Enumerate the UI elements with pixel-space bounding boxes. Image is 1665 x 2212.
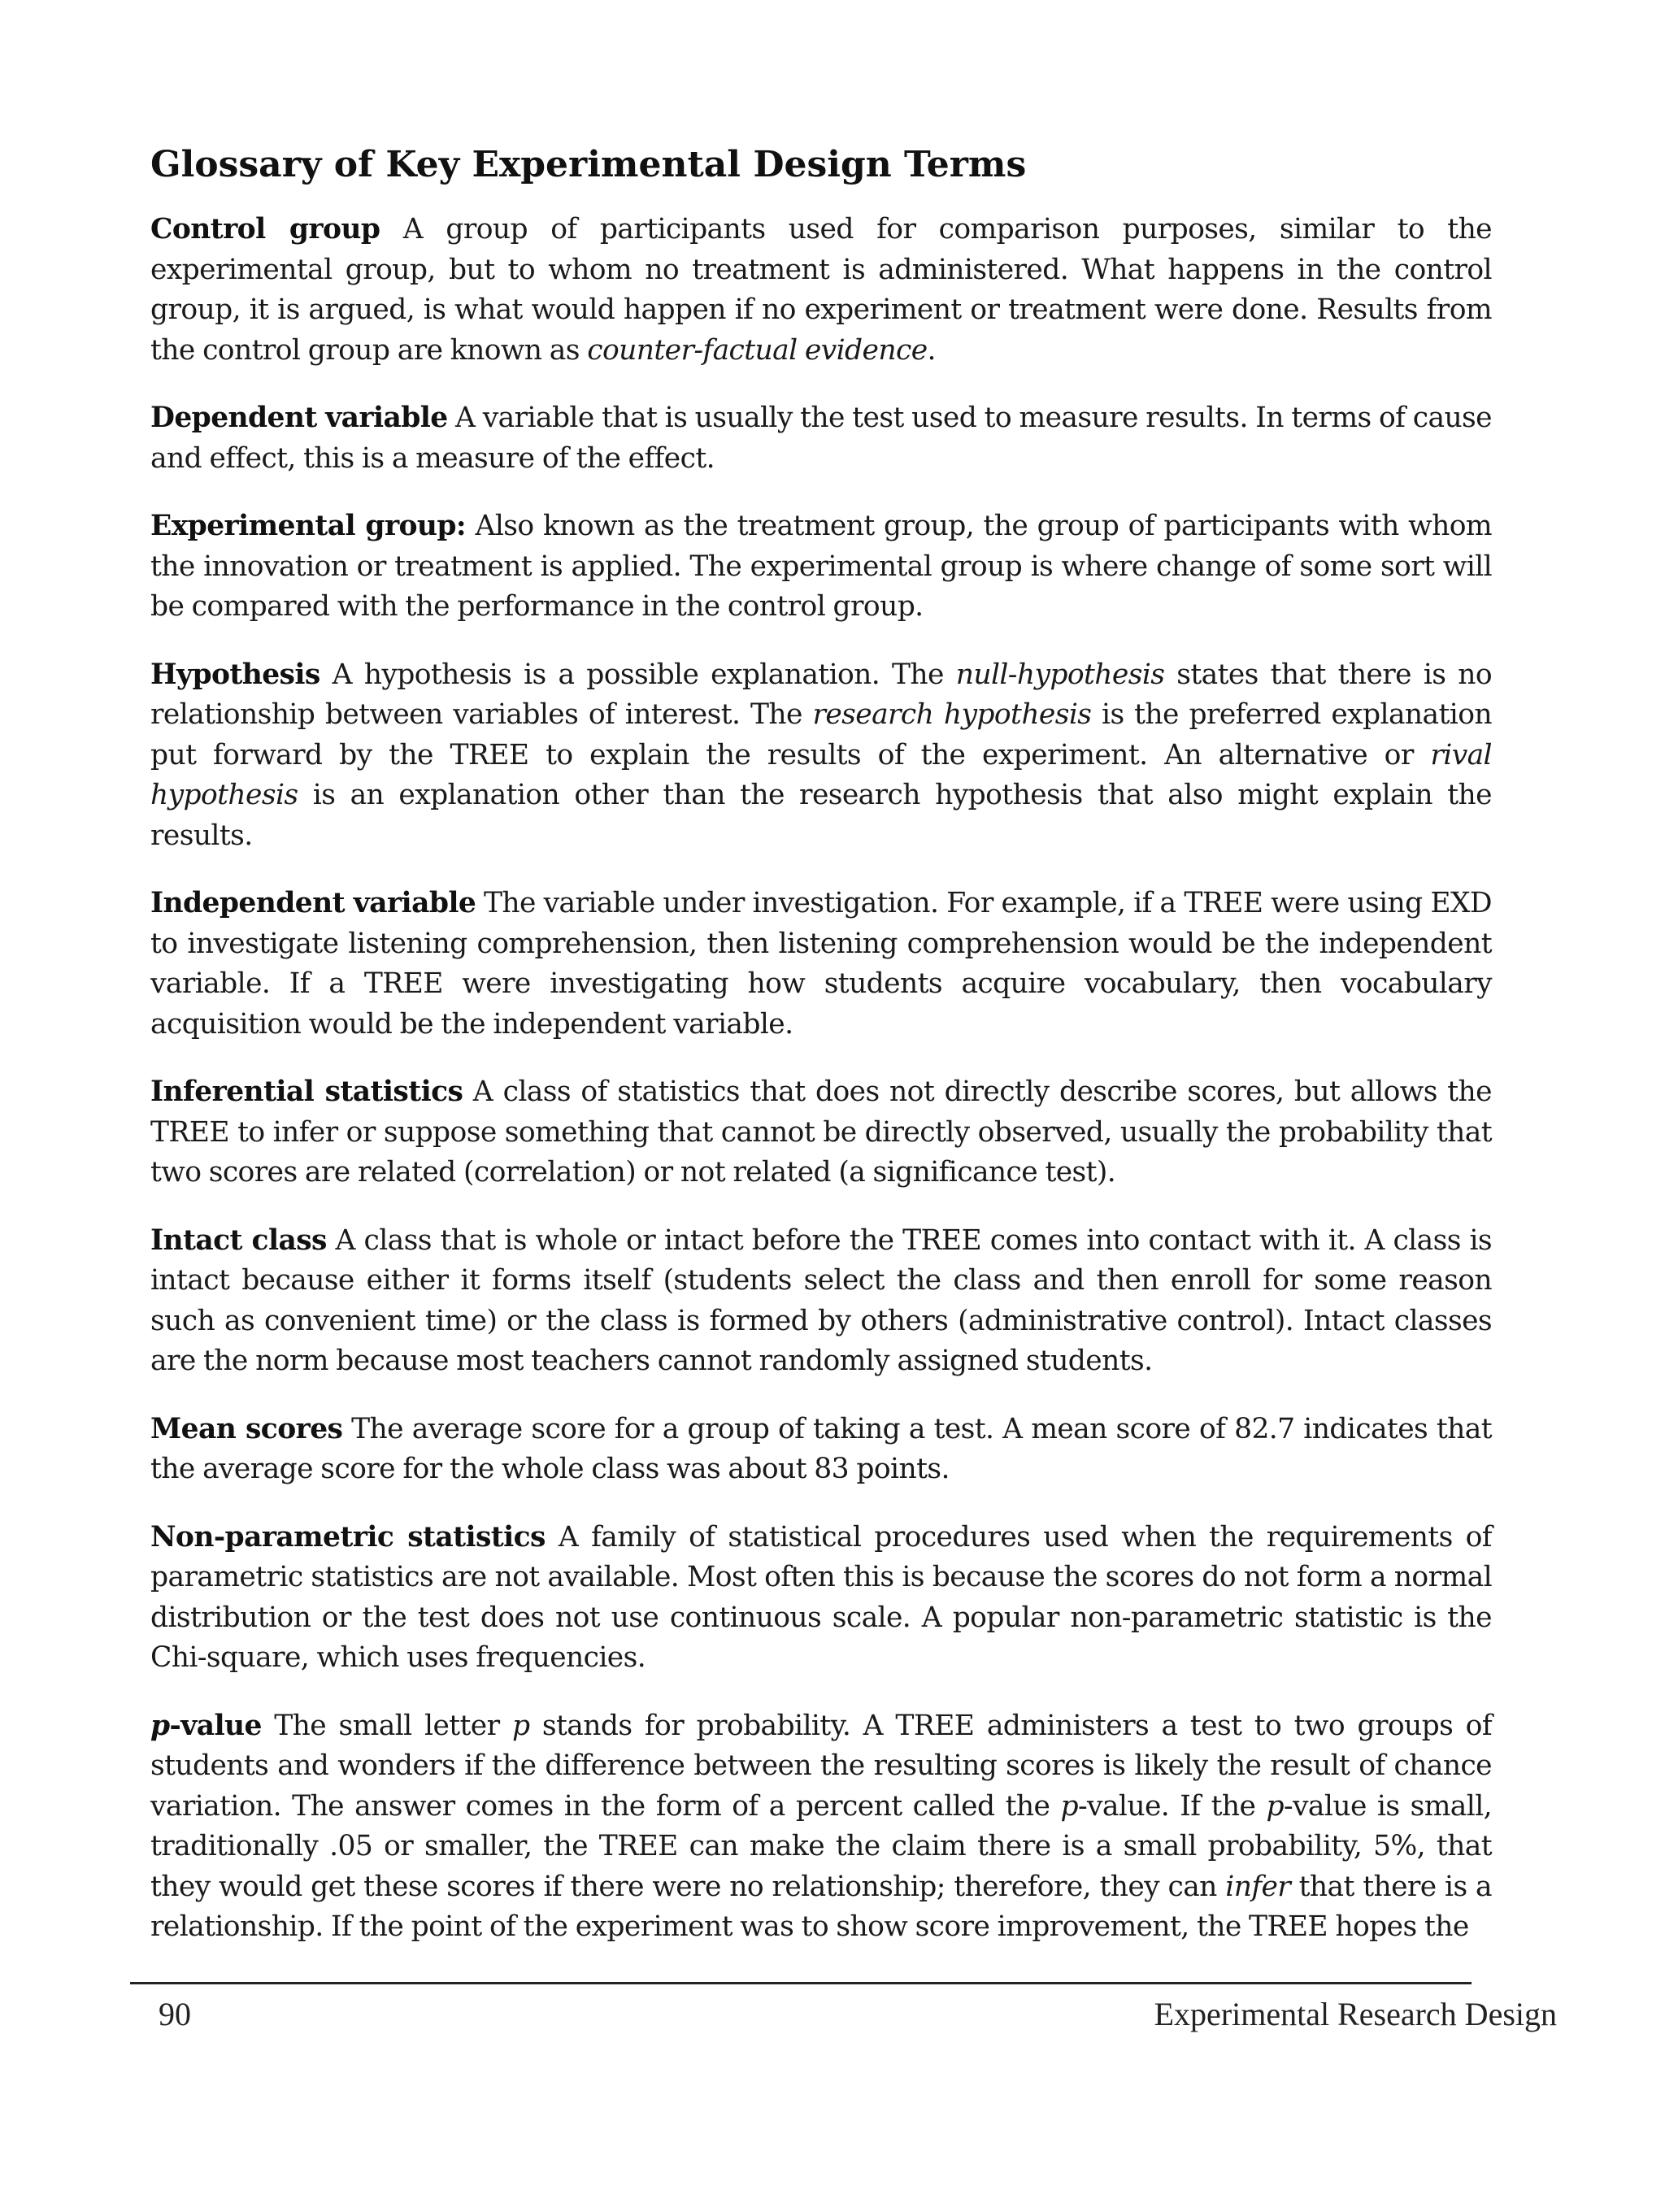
running-title: Experimental Research Design xyxy=(1154,1996,1557,2032)
definition-text: The average score for a group of taking a test. A mean score of 82.7 indicates that the average score for the whole class was about 83 points. xyxy=(150,1412,1492,1485)
glossary-term: Dependent variable xyxy=(150,402,448,434)
definition-text: The variable under investigation. For example, if a TREE were using EXD to investigate listening comprehension, then listening comprehension would be the independent variable. If a TREE were investigating how students acquire vocabulary, then vocabulary acquisition would be the independent variable. xyxy=(150,887,1492,1041)
page-content xyxy=(150,138,1492,1975)
glossary-entry xyxy=(150,884,1492,1045)
definition-text: The small letter xyxy=(274,1709,512,1742)
glossary-list xyxy=(150,210,1492,1948)
definition-text: null-hypothesis xyxy=(955,658,1165,691)
definition-text: that there is a relationship. If the point of the experiment was to show score improvement, the TREE hopes the xyxy=(150,1870,1493,1943)
definition-text: infer xyxy=(1225,1870,1291,1903)
definition-text: p xyxy=(1266,1789,1284,1823)
glossary-term: Mean scores xyxy=(150,1412,343,1445)
page-number: 90 xyxy=(159,1996,191,2032)
glossary-entry xyxy=(150,1072,1492,1193)
glossary-entry xyxy=(150,398,1492,479)
definition-text: -value is small, traditionally .05 or smaller, the TREE can make the claim there is a small probability, 5%, that they would get these scores if there were no relationship; therefore, they can xyxy=(150,1789,1493,1903)
definition-text: A variable that is usually the test used to measure results. In terms of cause and effect, this is a measure of the effect. xyxy=(150,402,1492,475)
footer-divider xyxy=(130,1982,1472,1984)
glossary-term: Non-parametric statistics xyxy=(150,1520,546,1554)
glossary-term: Control group xyxy=(150,213,380,246)
glossary-term: Independent variable xyxy=(150,887,476,919)
definition-text: . xyxy=(927,333,936,367)
glossary-entry xyxy=(150,506,1492,628)
definition-text: is an explanation other than the research hypothesis that also might explain the results. xyxy=(150,779,1492,852)
definition-text: research hypothesis xyxy=(812,698,1092,731)
definition-text: Also known as the treatment group, the group of participants with whom the innovation or treatment is applied. The experimental group is where change of some sort will be compared with the performance in the control group. xyxy=(150,510,1492,623)
definition-text: p xyxy=(1060,1789,1078,1823)
definition-text: A family of statistical procedures used when the requirements of parametric statistics are not available. Most often this is because the scores do not form a normal distribution or the test does not use continuous scale. A popular non-parametric statistic is the Chi-square, which uses frequencies. xyxy=(150,1520,1492,1674)
page-title: Glossary of Key Experimental Design Terms xyxy=(150,144,1027,185)
definition-text: p xyxy=(511,1709,530,1742)
definition-text: A class of statistics that does not directly describe scores, but allows the TREE to infer or suppose something that cannot be directly observed, usually the probability that two scores are related (correlation) or not related (a significance test). xyxy=(150,1076,1492,1189)
glossary-entry xyxy=(150,1518,1492,1679)
definition-text: states that there is no relationship between variables of interest. The xyxy=(150,658,1492,731)
glossary-term: Hypothesis xyxy=(150,658,320,691)
definition-text: is the preferred explanation put forward by the TREE to explain the results of the experiment. An alternative or xyxy=(150,698,1493,771)
glossary-term: Intact class xyxy=(150,1223,327,1257)
glossary-term xyxy=(150,1710,262,1742)
definition-text: rival hypothesis xyxy=(150,738,1492,811)
glossary-term-part: -value xyxy=(169,1709,262,1742)
glossary-entry xyxy=(150,1706,1492,1948)
glossary-term: Experimental group: xyxy=(150,510,467,542)
glossary-entry xyxy=(150,1410,1492,1490)
definition-text: stands for probability. A TREE administers a test to two groups of students and wonders if the difference between the resulting scores is likely the result of chance variation. The answer comes in the form of a percent called the xyxy=(150,1709,1492,1823)
definition-text: A group of participants used for comparison purposes, similar to the experimental group, but to whom no treatment is administered. What happens in the control group, it is argued, is what would happen if no experiment or treatment were done. Results from the control group are known as xyxy=(150,213,1493,367)
glossary-term-part: p xyxy=(150,1709,170,1742)
definition-text: A hypothesis is a possible explanation. The xyxy=(332,658,956,691)
definition-text: counter-factual evidence xyxy=(587,333,928,367)
glossary-term: Inferential statistics xyxy=(150,1076,463,1108)
definition-text: A class that is whole or intact before the TREE comes into contact with it. A class is intact because either it forms itself (students select the class and then enroll for some reason such as convenient time) or the class is formed by others (administrative control). Intact classes are the norm because most teachers cannot randomly assigned students. xyxy=(150,1223,1492,1377)
glossary-entry xyxy=(150,655,1492,857)
glossary-entry xyxy=(150,210,1492,371)
glossary-entry xyxy=(150,1221,1492,1382)
definition-text: -value. If the xyxy=(1077,1789,1267,1823)
